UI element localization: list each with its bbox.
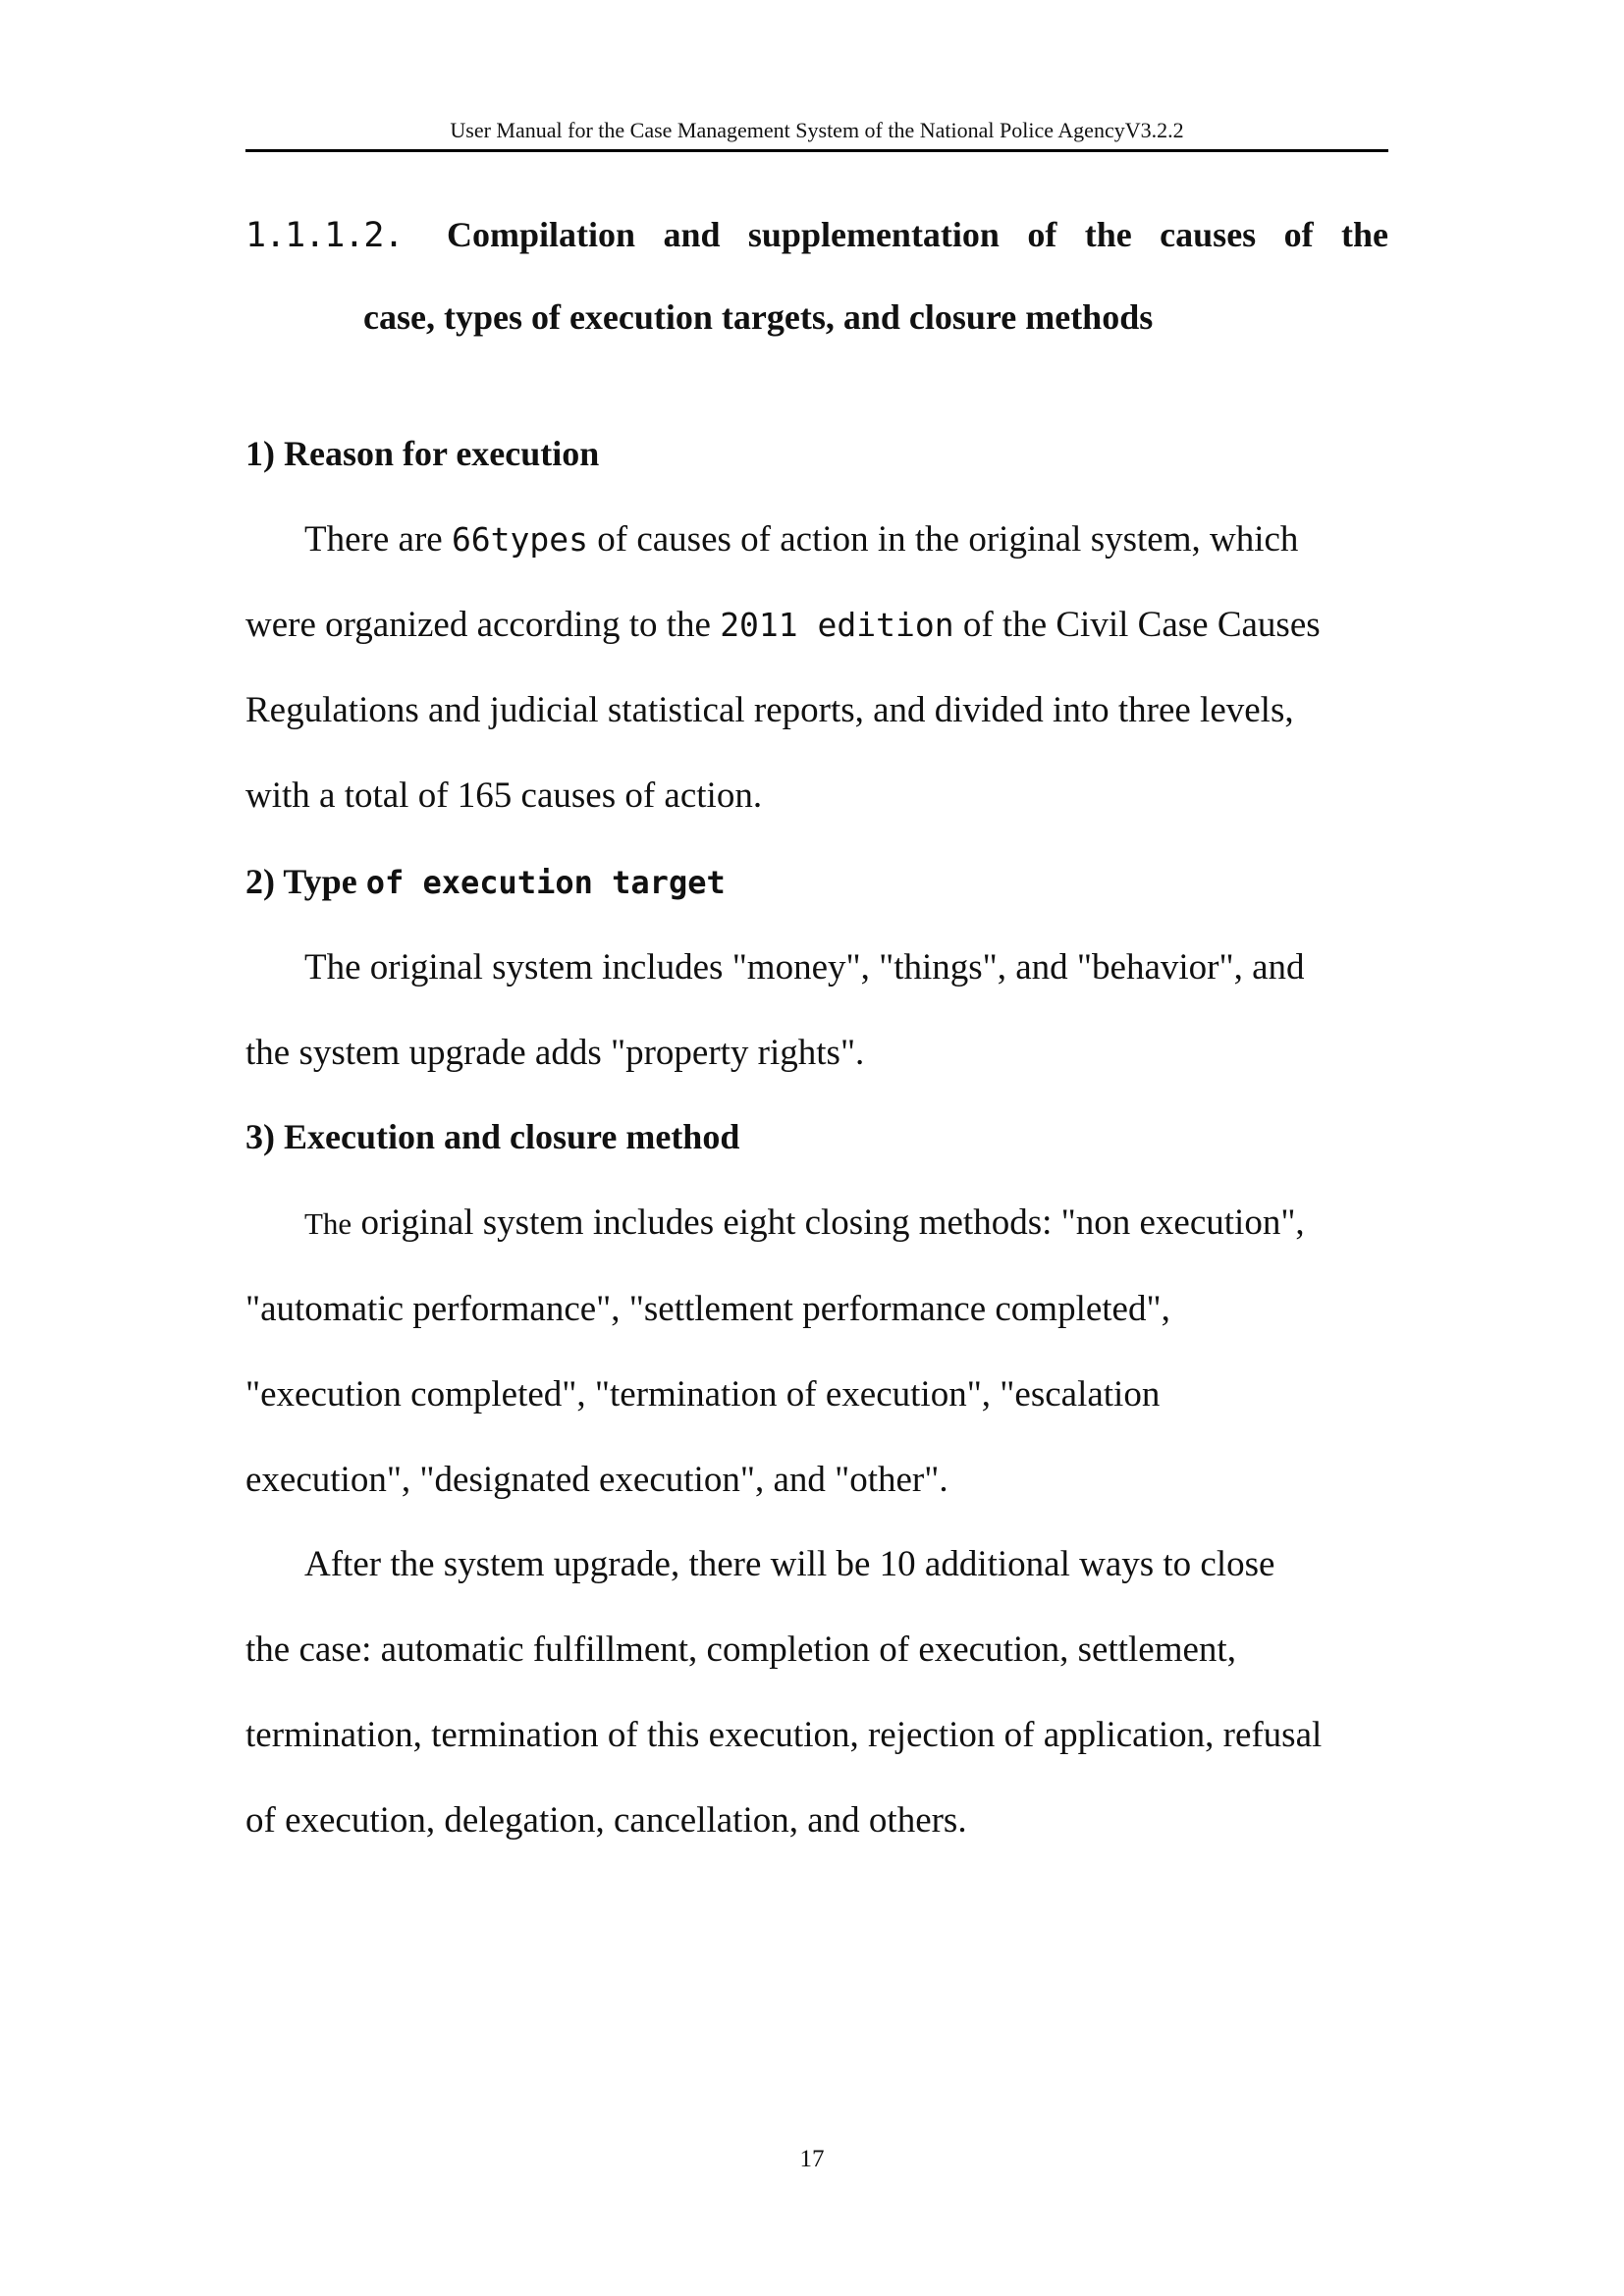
text-line: the system upgrade adds "property rights".: [245, 1033, 865, 1073]
heading-title-line2: case, types of execution targets, and closure methods: [363, 297, 1154, 337]
paragraph-type-of-execution-target: [245, 925, 1388, 1095]
text: of causes of action in the original system, which: [588, 519, 1299, 560]
text-line: "automatic performance", "settlement performance completed",: [245, 1289, 1170, 1329]
heading-number: 1.1.1.2.: [245, 216, 404, 255]
text-line: the case: automatic fulfillment, completion of execution, settlement,: [245, 1629, 1236, 1670]
section-heading: [245, 214, 1388, 351]
subheading-text: 2) Type: [245, 862, 366, 901]
text-line: execution", "designated execution", and "other".: [245, 1460, 948, 1500]
page-number: 17: [799, 2146, 825, 2172]
paragraph-closure-methods-upgrade: [245, 1522, 1388, 1863]
text: The: [304, 1206, 352, 1241]
text: of the Civil Case Causes: [953, 605, 1321, 645]
text: The original system includes "money", "things", and "behavior", and: [304, 947, 1305, 988]
text: After the system upgrade, there will be 10 additional ways to close: [304, 1544, 1275, 1584]
subheading-mono-text: of execution target: [365, 864, 726, 901]
paragraph-reason-for-execution: [245, 497, 1388, 838]
text-line: with a total of 165 causes of action.: [245, 775, 763, 816]
running-header-title: User Manual for the Case Management System of the National Police AgencyV3.2.2: [450, 118, 1184, 142]
running-header: [245, 116, 1388, 152]
text-line: termination, termination of this execution, rejection of application, refusal: [245, 1715, 1323, 1755]
text: There are: [304, 519, 452, 560]
subheading-execution-and-closure-method: 3) Execution and closure method: [245, 1117, 740, 1156]
text: original system includes eight closing methods: "non execution",: [352, 1202, 1305, 1243]
paragraph-closure-methods-original: [245, 1180, 1388, 1522]
text-line: Regulations and judicial statistical reports, and divided into three levels,: [245, 690, 1294, 730]
text: were organized according to the: [245, 605, 721, 645]
mono-text: 66types: [451, 520, 589, 559]
subheading-reason-for-execution: 1) Reason for execution: [245, 434, 600, 473]
text-line: of execution, delegation, cancellation, and others.: [245, 1800, 967, 1841]
mono-text: 2011 edition: [720, 606, 954, 644]
heading-title-line1: Compilation and supplementation of the causes of the: [447, 215, 1388, 254]
subheading-type-of-execution-target: [245, 860, 726, 904]
text-line: "execution completed", "termination of execution", "escalation: [245, 1374, 1161, 1415]
